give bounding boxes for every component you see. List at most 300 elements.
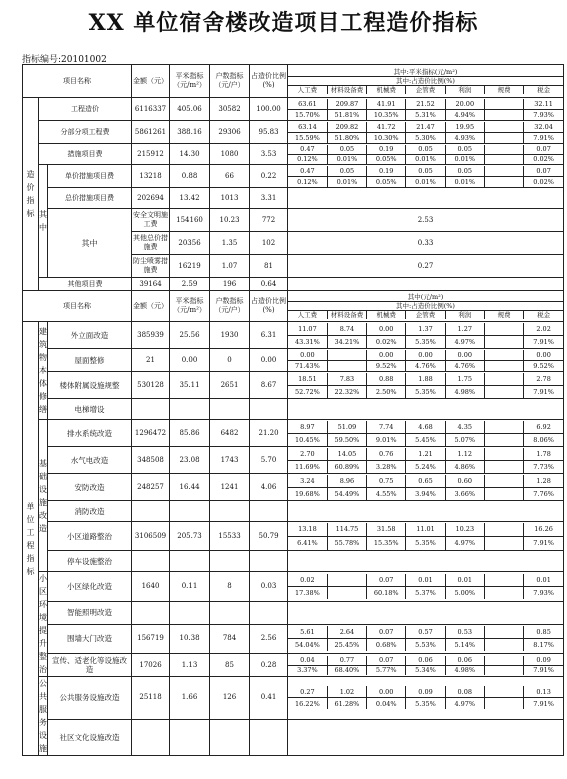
value-pct: 0.00 xyxy=(250,349,288,372)
value-sqm: 1.66 xyxy=(170,677,210,720)
breakdown-empty xyxy=(288,399,564,420)
breakdown-value: 1.02 xyxy=(327,686,366,698)
value-pct: 0.22 xyxy=(250,165,288,188)
value-sqm xyxy=(170,551,210,572)
group-label: 单位工程指标 xyxy=(23,322,39,756)
breakdown-percent: 4.94% xyxy=(445,109,484,120)
table-row xyxy=(23,501,564,522)
breakdown-grid xyxy=(288,99,563,120)
category-label: 公共服务设施 xyxy=(39,677,48,756)
value-amount: 154160 xyxy=(170,209,210,232)
breakdown-col-header: 机械费 xyxy=(367,86,406,95)
breakdown-grid xyxy=(288,166,563,187)
table-row xyxy=(23,420,564,447)
breakdown-grid xyxy=(288,373,563,398)
breakdown-value: 0.06 xyxy=(445,656,484,666)
value-sqm: 2.59 xyxy=(170,278,210,291)
breakdown-percent: 7.91% xyxy=(524,665,563,675)
breakdown-cell xyxy=(288,349,564,372)
breakdown-value: 209.82 xyxy=(327,122,366,133)
breakdown-value: 0.06 xyxy=(406,656,445,666)
value-pct: 0.41 xyxy=(250,677,288,720)
breakdown-value xyxy=(484,166,523,177)
breakdown-header xyxy=(288,65,564,98)
value-amount: 202694 xyxy=(132,188,170,209)
value-sqm: 10.38 xyxy=(170,624,210,654)
breakdown-grid xyxy=(288,574,563,599)
breakdown-percent xyxy=(484,154,523,164)
breakdown-percent: 11.69% xyxy=(288,460,327,473)
breakdown-percent: 5.14% xyxy=(445,639,484,652)
value-unit: 0 xyxy=(210,349,250,372)
breakdown-percent: 3.37% xyxy=(288,665,327,675)
breakdown-percent: 4.97% xyxy=(445,536,484,550)
pct-header: 占造价比例(%) xyxy=(250,65,288,98)
breakdown-percent xyxy=(484,335,523,348)
breakdown-value xyxy=(484,122,523,133)
breakdown-value: 0.88 xyxy=(367,373,406,386)
breakdown-percent: 0.68% xyxy=(367,639,406,652)
value-pct: 0.27 xyxy=(288,255,564,278)
value-unit: 29306 xyxy=(210,121,250,144)
breakdown-cell xyxy=(288,624,564,654)
breakdown-percent: 7.73% xyxy=(524,460,563,473)
breakdown-percent xyxy=(484,433,523,446)
table-row xyxy=(23,719,564,755)
table-row xyxy=(23,165,564,188)
breakdown-value: 8.97 xyxy=(288,421,327,434)
index-code: 指标编号:20101002 xyxy=(22,55,107,65)
breakdown-cell xyxy=(288,165,564,188)
cost-index-table xyxy=(22,64,563,774)
breakdown-percent: 16.22% xyxy=(288,698,327,710)
value-amount: 16219 xyxy=(170,255,210,278)
table-row xyxy=(23,522,564,551)
value-unit xyxy=(210,601,250,624)
breakdown-value: 8.74 xyxy=(327,323,366,336)
amount-header: 金额（元） xyxy=(132,65,170,98)
breakdown-grid xyxy=(288,122,563,143)
breakdown-value: 2.78 xyxy=(524,373,563,386)
breakdown-percent: 4.76% xyxy=(445,360,484,371)
breakdown-value: 0.05 xyxy=(406,166,445,177)
breakdown-percent: 4.97% xyxy=(445,698,484,710)
breakdown-percent: 0.01% xyxy=(406,154,445,164)
breakdown-value: 41.91 xyxy=(367,99,406,110)
breakdown-grid xyxy=(288,323,563,348)
breakdown-value: 1.88 xyxy=(406,373,445,386)
value-pct: 0.64 xyxy=(250,278,288,291)
breakdown-value: 11.07 xyxy=(288,323,327,336)
breakdown-percent: 5.30% xyxy=(406,132,445,143)
breakdown-percent: 4.93% xyxy=(445,132,484,143)
value-amount: 385939 xyxy=(132,322,170,349)
row-name: 水气电改造 xyxy=(48,447,132,474)
value-amount: 6116337 xyxy=(132,98,170,121)
value-unit: 1743 xyxy=(210,447,250,474)
breakdown-percent: 61.28% xyxy=(327,698,366,710)
value-sqm: 1.13 xyxy=(170,654,210,677)
breakdown-header-top: 其中(元/m²) xyxy=(288,293,563,302)
breakdown-value: 63.61 xyxy=(288,99,327,110)
breakdown-value: 16.26 xyxy=(524,523,563,537)
breakdown-header-grid xyxy=(288,293,563,319)
breakdown-col-header: 材料设备费 xyxy=(327,86,366,95)
table-row xyxy=(23,322,564,349)
row-name: 排水系统改造 xyxy=(48,420,132,447)
breakdown-col-header: 机械费 xyxy=(367,311,406,320)
breakdown-value: 0.00 xyxy=(288,350,327,361)
breakdown-grid xyxy=(288,350,563,371)
breakdown-value: 0.00 xyxy=(367,350,406,361)
breakdown-percent: 54.49% xyxy=(327,487,366,500)
breakdown-percent: 25.45% xyxy=(327,639,366,652)
breakdown-value: 1.75 xyxy=(445,373,484,386)
table-row xyxy=(23,209,564,232)
amount-header: 金额（元） xyxy=(132,291,170,322)
breakdown-percent: 10.45% xyxy=(288,433,327,446)
breakdown-value xyxy=(484,145,523,155)
value-sqm: 10.23 xyxy=(210,209,250,232)
value-amount: 1296472 xyxy=(132,420,170,447)
row-name: 宣传、适老化等设施改造 xyxy=(48,654,132,677)
breakdown-value: 7.74 xyxy=(367,421,406,434)
breakdown-value: 32.11 xyxy=(524,99,563,110)
breakdown-value: 0.00 xyxy=(367,323,406,336)
value-pct: 8.67 xyxy=(250,372,288,399)
breakdown-value: 0.08 xyxy=(445,686,484,698)
breakdown-grid xyxy=(288,656,563,675)
unit-header: 户数指标（元/户） xyxy=(210,65,250,98)
value-unit: 772 xyxy=(250,209,288,232)
value-pct: 95.83 xyxy=(250,121,288,144)
breakdown-col-header: 人工费 xyxy=(288,311,327,320)
breakdown-col-header: 利润 xyxy=(445,86,484,95)
breakdown-percent: 0.01% xyxy=(445,154,484,164)
breakdown-percent xyxy=(327,360,366,371)
breakdown-percent: 0.12% xyxy=(288,154,327,164)
table-row xyxy=(23,188,564,209)
breakdown-value: 10.23 xyxy=(445,523,484,537)
breakdown-value: 0.00 xyxy=(406,350,445,361)
breakdown-value: 0.19 xyxy=(367,166,406,177)
breakdown-percent: 9.01% xyxy=(367,433,406,446)
breakdown-col-header: 利润 xyxy=(445,311,484,320)
table-row xyxy=(23,474,564,501)
value-sqm: 85.86 xyxy=(170,420,210,447)
value-amount: 13218 xyxy=(132,165,170,188)
row-name: 小区绿化改造 xyxy=(48,572,132,602)
breakdown-empty xyxy=(288,719,564,755)
breakdown-percent: 4.55% xyxy=(367,487,406,500)
breakdown-empty xyxy=(288,188,564,209)
breakdown-percent: 0.05% xyxy=(367,154,406,164)
row-name: 安全文明施工费 xyxy=(132,209,170,232)
breakdown-value: 2.70 xyxy=(288,448,327,461)
breakdown-value: 0.47 xyxy=(288,145,327,155)
breakdown-percent xyxy=(484,460,523,473)
corner-cell: 项目名称 xyxy=(23,291,132,322)
breakdown-percent: 0.02% xyxy=(524,176,563,187)
value-pct: 0.28 xyxy=(250,654,288,677)
table-row xyxy=(23,98,564,121)
breakdown-percent: 71.43% xyxy=(288,360,327,371)
breakdown-value: 0.47 xyxy=(288,166,327,177)
value-unit: 15533 xyxy=(210,522,250,551)
breakdown-value: 0.01 xyxy=(445,574,484,587)
value-pct: 21.20 xyxy=(250,420,288,447)
breakdown-grid xyxy=(288,475,563,500)
value-sqm xyxy=(170,601,210,624)
table-row xyxy=(23,278,564,291)
breakdown-value: 51.09 xyxy=(327,421,366,434)
value-unit: 126 xyxy=(210,677,250,720)
breakdown-percent: 0.05% xyxy=(367,176,406,187)
value-unit: 1080 xyxy=(210,144,250,165)
breakdown-value: 0.76 xyxy=(367,448,406,461)
value-unit: 66 xyxy=(210,165,250,188)
value-amount: 5861261 xyxy=(132,121,170,144)
breakdown-value: 19.95 xyxy=(445,122,484,133)
value-amount: 25118 xyxy=(132,677,170,720)
breakdown-value: 21.52 xyxy=(406,99,445,110)
breakdown-value: 11.01 xyxy=(406,523,445,537)
breakdown-cell xyxy=(288,522,564,551)
row-name: 防尘喷雾措施费 xyxy=(132,255,170,278)
value-amount: 348508 xyxy=(132,447,170,474)
row-name: 总价措施项目费 xyxy=(48,188,132,209)
breakdown-percent: 6.41% xyxy=(288,536,327,550)
value-pct: 3.31 xyxy=(250,188,288,209)
breakdown-empty xyxy=(288,278,564,291)
breakdown-percent: 5.53% xyxy=(406,639,445,652)
breakdown-value: 0.60 xyxy=(445,475,484,488)
table-row xyxy=(23,572,564,602)
breakdown-value: 0.19 xyxy=(367,145,406,155)
breakdown-percent: 15.70% xyxy=(288,109,327,120)
category-label: 基础设施改造 xyxy=(39,420,48,572)
row-name: 小区道路整治 xyxy=(48,522,132,551)
value-sqm xyxy=(170,399,210,420)
breakdown-percent: 15.59% xyxy=(288,132,327,143)
row-name: 电梯增设 xyxy=(48,399,132,420)
value-unit xyxy=(210,399,250,420)
breakdown-value xyxy=(484,99,523,110)
value-sqm: 23.08 xyxy=(170,447,210,474)
breakdown-percent: 4.98% xyxy=(445,385,484,398)
breakdown-percent: 4.98% xyxy=(445,665,484,675)
breakdown-value: 0.65 xyxy=(406,475,445,488)
breakdown-col-header: 税金 xyxy=(524,311,563,320)
breakdown-percent xyxy=(484,360,523,371)
breakdown-value: 13.18 xyxy=(288,523,327,537)
value-pct xyxy=(250,719,288,755)
breakdown-percent: 15.35% xyxy=(367,536,406,550)
row-name: 措施项目费 xyxy=(39,144,132,165)
breakdown-value xyxy=(327,574,366,587)
breakdown-percent: 3.66% xyxy=(445,487,484,500)
value-sqm xyxy=(170,501,210,522)
breakdown-percent: 7.91% xyxy=(524,335,563,348)
breakdown-percent: 7.91% xyxy=(524,698,563,710)
breakdown-percent: 9.52% xyxy=(524,360,563,371)
breakdown-value xyxy=(484,523,523,537)
value-pct: 0.33 xyxy=(288,232,564,255)
breakdown-cell xyxy=(288,98,564,121)
breakdown-percent: 7.93% xyxy=(524,109,563,120)
breakdown-percent: 19.68% xyxy=(288,487,327,500)
breakdown-percent: 5.07% xyxy=(445,433,484,446)
value-pct: 4.06 xyxy=(250,474,288,501)
value-amount: 156719 xyxy=(132,624,170,654)
breakdown-value: 32.04 xyxy=(524,122,563,133)
breakdown-value: 0.00 xyxy=(367,686,406,698)
breakdown-empty xyxy=(288,601,564,624)
breakdown-percent: 4.97% xyxy=(445,335,484,348)
value-sqm: 25.56 xyxy=(170,322,210,349)
breakdown-value: 0.02 xyxy=(288,574,327,587)
breakdown-value xyxy=(484,626,523,639)
breakdown-value xyxy=(484,323,523,336)
value-unit: 1930 xyxy=(210,322,250,349)
table-row xyxy=(23,601,564,624)
breakdown-percent: 60.18% xyxy=(367,586,406,599)
value-pct xyxy=(250,399,288,420)
value-unit xyxy=(210,551,250,572)
breakdown-percent: 0.01% xyxy=(406,176,445,187)
breakdown-col-header: 材料设备费 xyxy=(327,311,366,320)
row-name: 工程造价 xyxy=(39,98,132,121)
breakdown-cell xyxy=(288,572,564,602)
value-pct: 2.56 xyxy=(250,624,288,654)
breakdown-value xyxy=(484,448,523,461)
breakdown-value: 18.51 xyxy=(288,373,327,386)
breakdown-header-grid xyxy=(288,68,563,94)
breakdown-value: 0.00 xyxy=(524,350,563,361)
breakdown-value: 0.04 xyxy=(288,656,327,666)
value-unit: 2651 xyxy=(210,372,250,399)
breakdown-value xyxy=(484,574,523,587)
table-row xyxy=(23,551,564,572)
breakdown-value: 2.02 xyxy=(524,323,563,336)
breakdown-value: 0.05 xyxy=(406,145,445,155)
value-amount xyxy=(132,501,170,522)
row-name: 停车设施整治 xyxy=(48,551,132,572)
table-row xyxy=(23,399,564,420)
breakdown-value: 0.07 xyxy=(367,574,406,587)
breakdown-cell xyxy=(288,654,564,677)
row-name: 其他总价措施费 xyxy=(132,232,170,255)
breakdown-value: 20.00 xyxy=(445,99,484,110)
table-row xyxy=(23,144,564,165)
breakdown-value: 0.01 xyxy=(406,574,445,587)
breakdown-percent: 0.01% xyxy=(327,176,366,187)
row-name: 其他项目费 xyxy=(39,278,132,291)
row-name: 智能照明改造 xyxy=(48,601,132,624)
breakdown-value: 0.07 xyxy=(524,145,563,155)
breakdown-col-header: 人工费 xyxy=(288,86,327,95)
breakdown-percent: 4.86% xyxy=(445,460,484,473)
breakdown-value xyxy=(484,373,523,386)
breakdown-percent: 43.31% xyxy=(288,335,327,348)
breakdown-value: 0.05 xyxy=(327,145,366,155)
breakdown-percent: 2.50% xyxy=(367,385,406,398)
breakdown-value: 0.09 xyxy=(524,656,563,666)
breakdown-col-header: 税金 xyxy=(524,86,563,95)
breakdown-percent xyxy=(484,639,523,652)
breakdown-value: 209.87 xyxy=(327,99,366,110)
breakdown-grid xyxy=(288,448,563,473)
breakdown-value xyxy=(484,686,523,698)
breakdown-percent: 5.35% xyxy=(406,536,445,550)
breakdown-value: 5.61 xyxy=(288,626,327,639)
sub-sub-label: 其中 xyxy=(48,209,132,278)
breakdown-percent: 10.35% xyxy=(367,109,406,120)
value-unit: 8 xyxy=(210,572,250,602)
breakdown-value: 114.75 xyxy=(327,523,366,537)
breakdown-cell xyxy=(288,322,564,349)
breakdown-value: 0.27 xyxy=(288,686,327,698)
value-amount: 248257 xyxy=(132,474,170,501)
breakdown-percent: 60.89% xyxy=(327,460,366,473)
breakdown-value: 63.14 xyxy=(288,122,327,133)
table-row xyxy=(23,447,564,474)
breakdown-percent xyxy=(484,698,523,710)
breakdown-empty xyxy=(288,501,564,522)
breakdown-value: 6.92 xyxy=(524,421,563,434)
value-sqm: 16.44 xyxy=(170,474,210,501)
breakdown-value: 0.00 xyxy=(445,350,484,361)
breakdown-header xyxy=(288,291,564,322)
breakdown-percent: 5.45% xyxy=(406,433,445,446)
breakdown-header-bottom: 其中:占造价比例(%) xyxy=(288,77,563,86)
breakdown-percent: 5.31% xyxy=(406,109,445,120)
breakdown-percent: 0.01% xyxy=(327,154,366,164)
breakdown-percent: 5.77% xyxy=(367,665,406,675)
breakdown-percent: 7.76% xyxy=(524,487,563,500)
breakdown-percent: 5.35% xyxy=(406,698,445,710)
value-sqm: 0.00 xyxy=(170,349,210,372)
value-pct xyxy=(250,601,288,624)
breakdown-value: 0.09 xyxy=(406,686,445,698)
value-unit: 784 xyxy=(210,624,250,654)
page-title: XX 单位宿舍楼改造项目工程造价指标 xyxy=(88,10,479,36)
breakdown-grid xyxy=(288,421,563,446)
value-amount: 215912 xyxy=(132,144,170,165)
category-label: 建筑物本体修缮 xyxy=(39,322,48,420)
row-name: 楼体附属设施规整 xyxy=(48,372,132,399)
breakdown-cell xyxy=(288,474,564,501)
breakdown-percent: 7.91% xyxy=(524,385,563,398)
value-pct: 5.70 xyxy=(250,447,288,474)
breakdown-percent: 8.06% xyxy=(524,433,563,446)
value-pct: 2.53 xyxy=(288,209,564,232)
value-sqm: 205.73 xyxy=(170,522,210,551)
value-unit: 81 xyxy=(250,255,288,278)
sqm-header: 平米指标（元/m²） xyxy=(170,65,210,98)
breakdown-percent: 55.78% xyxy=(327,536,366,550)
breakdown-value: 4.35 xyxy=(445,421,484,434)
row-name: 外立面改造 xyxy=(48,322,132,349)
breakdown-percent xyxy=(484,536,523,550)
value-unit: 30582 xyxy=(210,98,250,121)
value-amount: 1640 xyxy=(132,572,170,602)
value-sqm xyxy=(170,719,210,755)
breakdown-percent: 7.93% xyxy=(524,586,563,599)
row-name: 单价措施项目费 xyxy=(48,165,132,188)
value-pct: 6.31 xyxy=(250,322,288,349)
row-name: 安防改造 xyxy=(48,474,132,501)
